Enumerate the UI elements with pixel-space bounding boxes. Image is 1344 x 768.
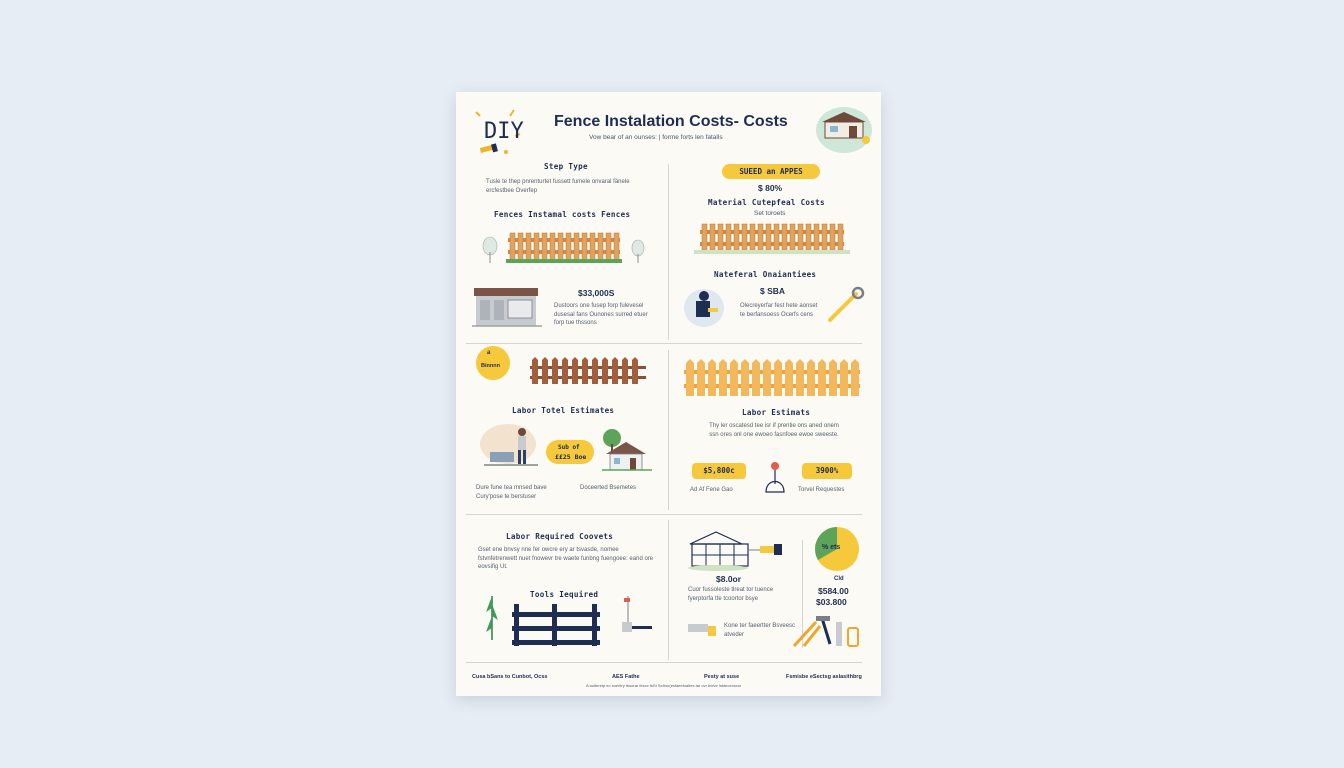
pliers-and-hammer-icons — [790, 614, 864, 650]
worker-painting-icon — [682, 286, 726, 328]
labor-required-heading: Labor Required Coovets — [506, 532, 614, 541]
labor-estimate-heading: Labor Estimats — [742, 408, 811, 417]
horizontal-divider-2 — [466, 514, 862, 515]
poster-title: Fence Instalation Costs- Costs — [554, 113, 788, 130]
wrench-tool-icon — [824, 288, 864, 324]
trowel-tool-icon — [686, 618, 718, 640]
fences-heading: Fences Instamal costs Fences — [494, 210, 631, 219]
right-price-4c: $03.800 — [816, 597, 847, 607]
person-sitting-icon — [758, 460, 792, 496]
tools-description: Kone ter faeertter Bsveesc atveder — [724, 623, 796, 638]
labor-estimate-description: Thy ler oscatesd tee isr if prentie ons aned onem ssn ores onl one ewoeo fasnfoee ewoe sweeste. — [709, 423, 839, 438]
labor-pill-right — [802, 463, 852, 479]
footer-fine-print: A aulteretp ec suentry tbsorar fesvc fsSt Selbor(esfaeefoaltes tar ovr bofve lsbteceoscsr — [586, 683, 742, 688]
footer-col-2: AES Fathe — [612, 674, 640, 680]
labor-pill-right-text: 3900% — [815, 466, 839, 475]
labor-caption-left: Dure fune tea mnsed bave Cury'pose te berstuser — [476, 485, 547, 500]
hammer-stand-icon — [616, 594, 656, 634]
wood-fence-illustration-left — [478, 230, 648, 266]
percent-circle-sublabel: Binnnn — [481, 363, 500, 369]
material-costs-heading: Material Cutepfeal Costs — [708, 198, 825, 207]
step-type-heading: Step Type — [544, 162, 588, 171]
picket-fence-yellow — [684, 358, 860, 398]
percent-circle-label: a — [487, 350, 491, 356]
labor-pill-left-text: $5,800c — [703, 466, 735, 475]
navy-gate-illustration — [512, 600, 602, 648]
estimate-badge-line1: Sub of — [558, 444, 580, 451]
material-quantities-heading: Nateferal Onaiantiees — [714, 270, 817, 279]
labor-caption-right-left: Ad Af Fene Gao — [690, 487, 733, 493]
center-divider-middle — [668, 350, 669, 510]
right-price-3-description: Cuor fussoleste tlreat tor tuence fyerptorfa tte tcoortor bsye — [688, 587, 774, 602]
shed-illustration — [472, 282, 542, 330]
right-price-2-description: Olecreyerfar fest hete aonset te berfansoess Ocerfs cens — [740, 303, 818, 318]
wood-fence-illustration-right — [692, 220, 852, 256]
tools-required-heading: Tools Iequired — [530, 590, 599, 599]
pie-chart-label: % ets — [822, 544, 841, 551]
material-costs-subtext: Set toroets — [754, 210, 786, 217]
house-frame-illustration — [686, 530, 786, 570]
right-price-2: $ SBA — [760, 286, 786, 296]
right-price-4b: $584.00 — [818, 586, 849, 596]
right-price-4a: Cld — [834, 576, 844, 582]
center-divider-bottom — [668, 520, 669, 660]
footer-col-4: Fsmisbe eSectsg aslasithbrg — [786, 674, 862, 680]
left-price-1-description: Dustoors one fusep forp fulevesel dusesal fans Ounones surred etuer forp tue thssons — [554, 303, 648, 326]
estimate-badge-line2: ££25 Boe — [555, 453, 587, 461]
footer-col-1: Cusa bSans to Cunbot, Ocss — [472, 674, 548, 680]
diy-logo — [468, 106, 526, 156]
infographic-poster — [456, 92, 881, 696]
top-right-badge — [722, 164, 820, 179]
right-price-top: $ 80% — [758, 183, 783, 193]
center-divider-top — [668, 164, 669, 340]
top-right-badge-text: SUEED an APPES — [739, 167, 803, 176]
diy-logo-text: DIY — [484, 119, 524, 144]
labor-caption-right-right: Torvel Requestes — [798, 487, 845, 493]
labor-pill-left — [692, 463, 746, 479]
plant-icon — [484, 592, 500, 642]
labor-required-description: Gset ene bnvsy nne fer owcre ery ar tsvasde, nomee fstvnfetrenwett nuet fnowevr tre waete funbng fuengoee: eand ore eovsifig Ut. — [478, 547, 654, 570]
left-price-1: $33,000S — [578, 288, 615, 298]
footer-col-3: Pesty at suse — [704, 674, 740, 680]
picket-fence-brown — [528, 356, 648, 386]
footer-divider — [466, 662, 862, 663]
horizontal-divider-1 — [466, 343, 862, 344]
worker-illustration — [478, 422, 546, 470]
right-price-3: $8.0or — [716, 574, 742, 584]
step-type-description: Tusle te thep pnrenturtet fussett fumele onvaral fänele ercfestbee Overfep — [486, 179, 630, 194]
house-with-tree-icon — [598, 424, 656, 476]
house-illustration-icon — [812, 104, 874, 154]
poster-subtitle: Vow bear of an ounses: | forme forts len fatalls — [589, 134, 723, 141]
labor-totals-heading: Labor Totel Estimates — [512, 406, 615, 415]
labor-caption-right: Doceerted Bsemetes — [580, 485, 637, 491]
